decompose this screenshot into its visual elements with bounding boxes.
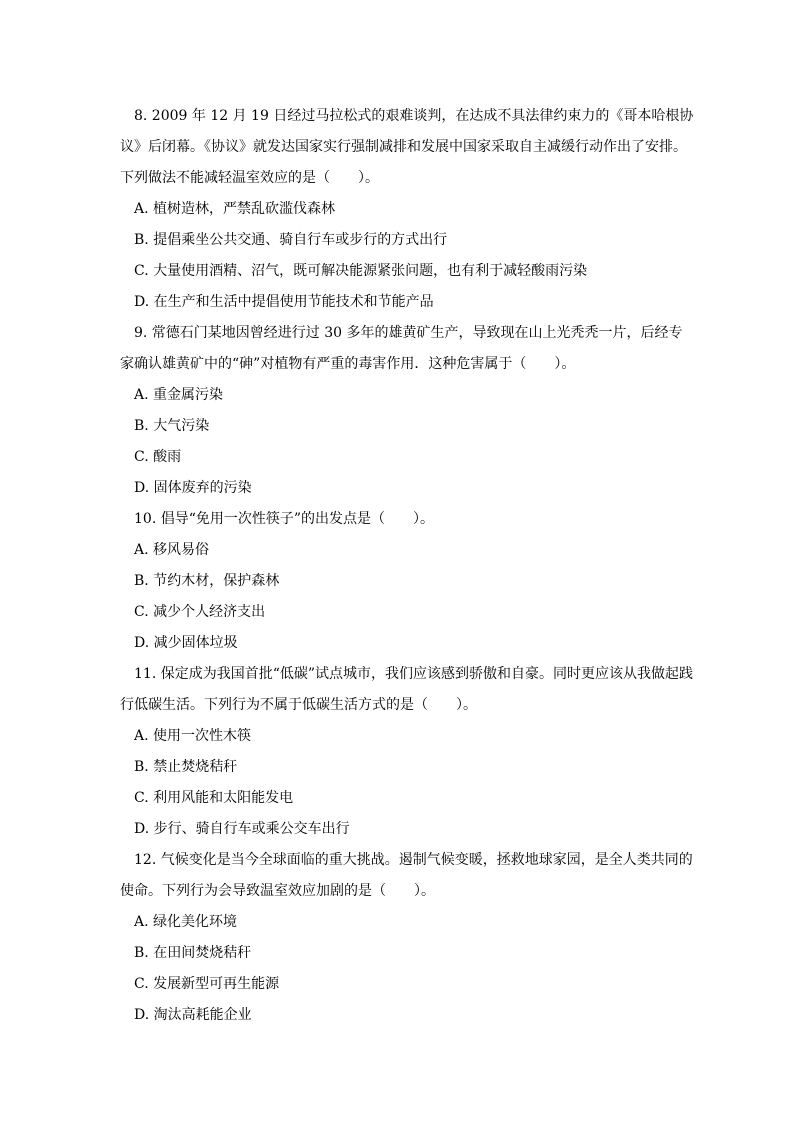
option-d: D. 减少固体垃圾: [134, 635, 238, 651]
option-d: D. 固体废弃的污染: [134, 480, 252, 496]
question-stem: 10. 倡导“免用一次性筷子”的出发点是（ ）。: [134, 511, 435, 527]
question-stem: 8. 2009 年 12 月 19 日经过马拉松式的艰难谈判，在达成不具法律约束力的《哥本哈根协议》后闭幕。《协议》就发达国家实行强制减排和发展中国家采取自主减缓行动作出了安排。下列做法不能减轻温室效应的是（ ）。: [120, 108, 694, 186]
question-11: [120, 659, 695, 845]
question-12: [120, 845, 695, 1031]
option-a: A. 移风易俗: [134, 542, 210, 558]
option-a: A. 绿化美化环境: [134, 914, 238, 930]
option-c: C. 酸雨: [134, 449, 182, 465]
option-c: C. 减少个人经济支出: [134, 604, 266, 620]
question-10: [120, 504, 695, 659]
question-stem: 12. 气候变化是当今全球面临的重大挑战。遏制气候变暖，拯救地球家园，是全人类共同的使命。下列行为会导致温室效应加剧的是（ ）。: [120, 852, 693, 899]
option-c: C. 大量使用酒精、沼气，既可解决能源紧张问题，也有利于减轻酸雨污染: [134, 263, 588, 279]
question-8: [120, 101, 695, 318]
option-d: D. 在生产和生活中提倡使用节能技术和节能产品: [134, 294, 434, 310]
question-9: [120, 318, 695, 504]
option-c: C. 利用风能和太阳能发电: [134, 790, 294, 806]
option-a: A. 使用一次性木筷: [134, 728, 252, 744]
question-stem: 9. 常德石门某地因曾经进行过 30 多年的雄黄矿生产，导致现在山上光秃秃一片，后经专家确认雄黄矿中的“砷”对植物有严重的毒害作用．这种危害属于（ ）。: [120, 325, 683, 372]
option-b: B. 大气污染: [134, 418, 210, 434]
option-c: C. 发展新型可再生能源: [134, 976, 280, 992]
option-a: A. 植树造林，严禁乱砍滥伐森林: [134, 201, 336, 217]
option-b: B. 在田间焚烧秸秆: [134, 945, 252, 961]
option-b: B. 节约木材，保护森林: [134, 573, 280, 589]
option-b: B. 提倡乘坐公共交通、骑自行车或步行的方式出行: [134, 232, 448, 248]
question-stem: 11. 保定成为我国首批“低碳”试点城市，我们应该感到骄傲和自豪。同时更应该从我做起践行低碳生活。下列行为不属于低碳生活方式的是（ ）。: [120, 666, 694, 713]
option-a: A. 重金属污染: [134, 387, 224, 403]
option-d: D. 淘汰高耗能企业: [134, 1007, 252, 1023]
question-list: [120, 101, 695, 1031]
option-b: B. 禁止焚烧秸秆: [134, 759, 238, 775]
option-d: D. 步行、骑自行车或乘公交车出行: [134, 821, 350, 837]
